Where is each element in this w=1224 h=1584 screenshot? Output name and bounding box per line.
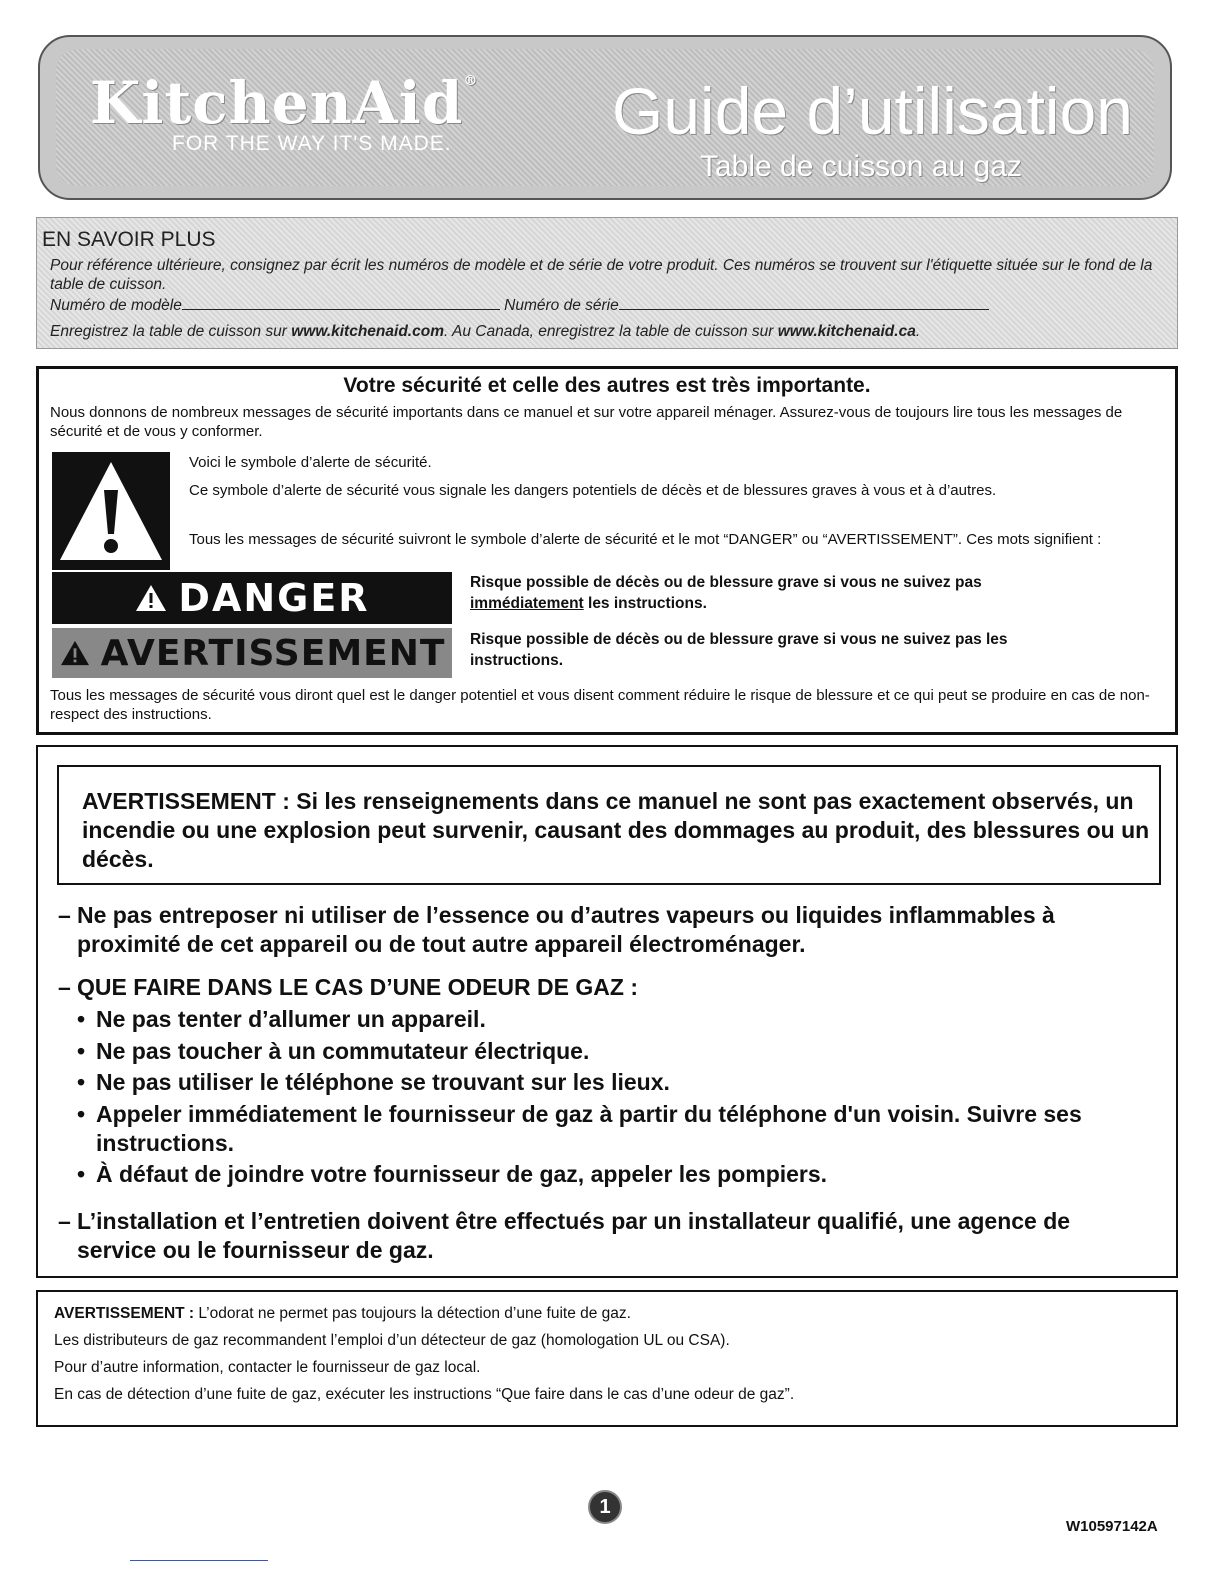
- danger-desc-end: les instructions.: [583, 595, 707, 612]
- dash-icon: –: [58, 902, 71, 928]
- model-serial-line: [50, 295, 989, 315]
- gas-odor-bullet: Ne pas toucher à un commutateur électrique.: [96, 1038, 590, 1064]
- safety-title: Votre sécurité et celle des autres est très importante.: [343, 374, 871, 397]
- danger-desc-text: Risque possible de décès ou de blessure grave si vous ne suivez pas: [470, 574, 982, 591]
- info-text: Pour référence ultérieure, consignez par écrit les numéros de modèle et de série de votre produit. Ces numéros se trouvent sur l'étiquette située sur le fond de la table de cuisson.: [50, 257, 1153, 293]
- safety-intro: Nous donnons de nombreux messages de sécurité importants dans ce manuel et sur votre appareil ménager. Assurez-vous de toujours lire tous les messages de sécurité et de vous y conformer.: [50, 404, 1123, 440]
- danger-badge: [52, 572, 452, 624]
- page-subtitle: Table de cuisson au gaz: [700, 150, 1022, 183]
- safety-alert-icon: [52, 452, 170, 570]
- register-link-ca[interactable]: www.kitchenaid.ca: [777, 323, 916, 340]
- signal-words-description: Tous les messages de sécurité suivront le symbole d’alerte de sécurité et le mot “DANGER” ou “AVERTISSEMENT”. Ces mots signifient :: [189, 531, 1102, 548]
- safety-outro: Tous les messages de sécurité vous diront quel est le danger potentiel et vous disent comment réduire le risque de blessure et ce qui peut se produire en cas de non-respect des instructions.: [50, 687, 1150, 723]
- serial-number-field[interactable]: [619, 295, 989, 310]
- warning-item-installation: L’installation et l’entretien doivent être effectués par un installateur qualifié, une agence de service ou le fournisseur de gaz.: [77, 1208, 1071, 1263]
- bullet-icon: •: [77, 1038, 86, 1064]
- danger-desc-emphasis: immédiatement: [470, 595, 584, 612]
- page-title: Guide d’utilisation: [612, 74, 1133, 148]
- register-prefix: Enregistrez la table de cuisson sur: [50, 323, 292, 340]
- gas-line-4: En cas de détection d’une fuite de gaz, exécuter les instructions “Que faire dans le cas d’une odeur de gaz”.: [54, 1386, 795, 1403]
- warning-item-gas-odor: QUE FAIRE DANS LE CAS D’UNE ODEUR DE GAZ :: [77, 974, 638, 1000]
- footer-rule: [130, 1560, 268, 1561]
- warning-badge: [52, 628, 452, 678]
- bullet-icon: •: [77, 1101, 86, 1127]
- register-link-us[interactable]: www.kitchenaid.com: [291, 323, 444, 340]
- brand-registered-mark: ®: [463, 73, 479, 89]
- register-suffix: .: [915, 323, 921, 340]
- symbol-description: Ce symbole d’alerte de sécurité vous signale les dangers potentiels de décès et de blessures graves à vous et à d’autres.: [189, 482, 997, 499]
- fire-warning-text: AVERTISSEMENT : Si les renseignements dans ce manuel ne sont pas exactement observés, un incendie ou une explosion peut survenir, causant des dommages au produit, des blessures ou un décès.: [82, 788, 1150, 872]
- serial-number-label: Numéro de série: [504, 297, 619, 314]
- warning-description: Risque possible de décès ou de blessure grave si vous ne suivez pas les instructions.: [470, 631, 1008, 669]
- brand-logo: [90, 69, 479, 137]
- warning-triangle-icon: [59, 639, 91, 667]
- page-number: 1: [588, 1490, 622, 1524]
- register-middle: . Au Canada, enregistrez la table de cuisson sur: [443, 323, 778, 340]
- danger-description: [470, 572, 1110, 614]
- register-line: [50, 323, 920, 341]
- danger-label: DANGER: [178, 576, 370, 620]
- gas-line-1: [54, 1305, 631, 1323]
- warning-triangle-icon: [134, 583, 168, 613]
- bullet-icon: •: [77, 1006, 86, 1032]
- warning-item-flammables: Ne pas entreposer ni utiliser de l’essence ou d’autres vapeurs ou liquides inflammables à proximité de cet appareil ou de tout autre appareil électroménager.: [77, 902, 1055, 957]
- model-number-field[interactable]: [182, 295, 500, 310]
- gas-line-1-text: L’odorat ne permet pas toujours la détection d’une fuite de gaz.: [194, 1305, 631, 1322]
- gas-line-3: Pour d’autre information, contacter le fournisseur de gaz local.: [54, 1359, 481, 1376]
- bullet-icon: •: [77, 1069, 86, 1095]
- gas-odor-bullet: Ne pas tenter d’allumer un appareil.: [96, 1006, 486, 1032]
- symbol-line: Voici le symbole d’alerte de sécurité.: [189, 454, 432, 471]
- document-id: W10597142A: [1066, 1518, 1158, 1535]
- model-number-label: Numéro de modèle: [50, 297, 182, 314]
- gas-warning-label: AVERTISSEMENT :: [54, 1305, 195, 1322]
- dash-icon: –: [58, 1208, 71, 1234]
- warning-label: AVERTISSEMENT: [100, 632, 446, 674]
- gas-odor-bullet: À défaut de joindre votre fournisseur de gaz, appeler les pompiers.: [96, 1161, 828, 1187]
- brand-name: KitchenAid: [90, 69, 464, 137]
- bullet-icon: •: [77, 1161, 86, 1187]
- dash-icon: –: [58, 974, 71, 1000]
- gas-odor-bullet: Appeler immédiatement le fournisseur de gaz à partir du téléphone d'un voisin. Suivre ses instructions.: [96, 1101, 1082, 1156]
- info-title: EN SAVOIR PLUS: [42, 228, 216, 251]
- brand-tagline: FOR THE WAY IT'S MADE.: [172, 132, 452, 155]
- gas-odor-bullet: Ne pas utiliser le téléphone se trouvant sur les lieux.: [96, 1069, 670, 1095]
- gas-line-2: Les distributeurs de gaz recommandent l’emploi d’un détecteur de gaz (homologation UL ou CSA).: [54, 1332, 730, 1349]
